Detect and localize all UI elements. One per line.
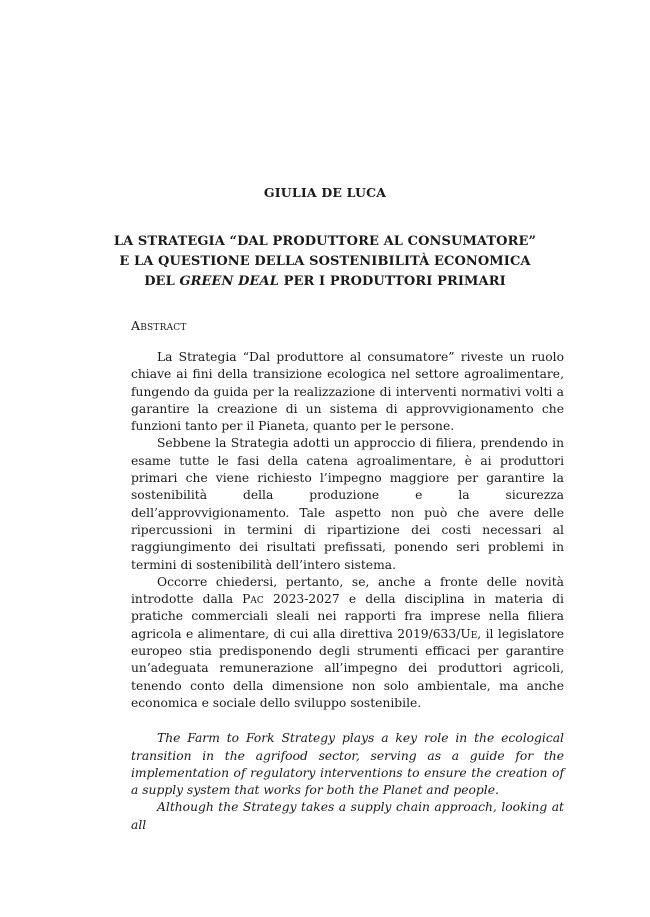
title-line-1: LA STRATEGIA “DAL PRODUTTORE AL CONSUMATORE”	[113, 234, 537, 249]
title-line-3-post: PER I PRODUTTORI PRIMARI	[278, 274, 506, 289]
title-line-3-italic: GREEN DEAL	[179, 274, 279, 289]
abstract-paragraph-3	[131, 574, 564, 712]
pac-abbrev: Pac	[242, 592, 264, 607]
title-line-3	[110, 272, 540, 292]
paper-title	[110, 232, 540, 292]
abstract-paragraph-1: La Strategia “Dal produttore al consumatore” riveste un ruolo chiave ai fini della transizione ecologica nel settore agroalimentare, fungendo da guida per la realizzazione di interventi normativi volti a garantire la creazione di un sistema di approvvigionamento che funzioni tanto per il Pianeta, quanto per le persone.	[131, 350, 564, 434]
author-name: GIULIA DE LUCA	[263, 185, 387, 200]
english-paragraph-2: Although the Strategy takes a supply chain approach, looking at all	[131, 800, 564, 832]
p3-part-a: Occorre chiedersi, pertanto, se, anche a fronte delle novità introdotte dalla	[131, 574, 564, 607]
p3-part-b: 2023-2027 e della disciplina in materia di pratiche commerciali sleali nei rapporti fra imprese nella filiera agricola e alimentare, di cui alla direttiva 2019/633/	[131, 592, 564, 641]
abstract-paragraph-2: Sebbene la Strategia adotti un approccio di filiera, prendendo in esame tutte le fasi della catena agroalimentare, è ai produttori primari che viene richiesto l’impegno maggiore per garantire la sostenibilità della produzione e la sicurezza dell’approvvigionamento. Tale aspetto non può che avere delle ripercussioni in termini di ripartizione dei costi necessari al raggiungimento dei risultati prefissati, ponendo seri problemi in termini di sostenibilità dell’intero sistema.	[131, 436, 564, 572]
abstract-body	[131, 349, 564, 834]
english-paragraph-1: The Farm to Fork Strategy plays a key role in the ecological transition in the agrifood sector, serving as a guide for the implementation of regulatory interventions to ensure the creation of a supply system that works for both the Planet and people.	[131, 731, 564, 798]
title-line-3-pre: DEL	[144, 274, 180, 289]
ue-abbrev: Ue	[460, 626, 478, 641]
abstract-heading: Abstract	[131, 318, 187, 333]
title-line-2: E LA QUESTIONE DELLA SOSTENIBILITÀ ECONOMICA	[119, 254, 531, 269]
p3-part-c: , il legislatore europeo stia predisponendo degli strumenti efficaci per garantire un’adeguata remunerazione all’impegno dei produttori agricoli, tenendo conto della dimensione non solo ambientale, ma anche economica e sociale dello sviluppo sostenibile.	[131, 626, 564, 710]
